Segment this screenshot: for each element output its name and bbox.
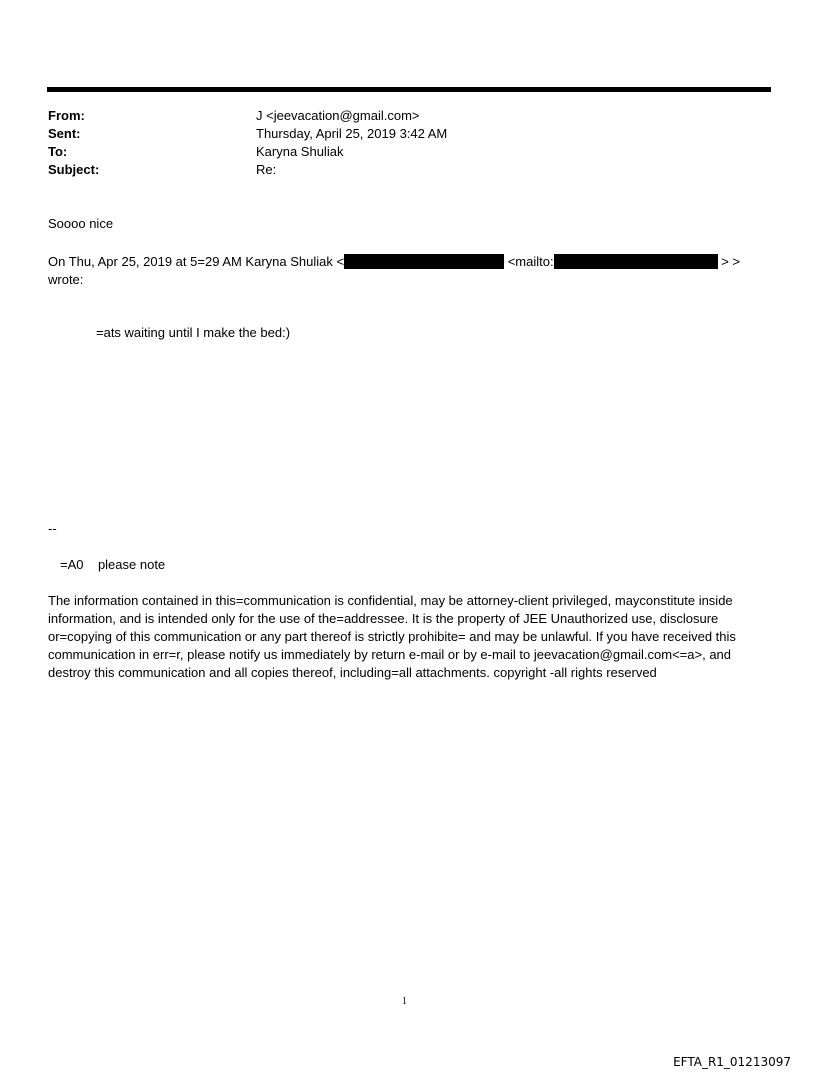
header-rule	[47, 87, 771, 92]
subject-label: Subject:	[48, 162, 100, 177]
from-label: From:	[48, 108, 85, 123]
redaction-box	[344, 254, 504, 269]
to-label: To:	[48, 144, 68, 159]
subject-value: Re:	[256, 162, 277, 177]
reply-text: Soooo nice	[48, 216, 114, 231]
from-value: J <jeevacation@gmail.com>	[256, 108, 420, 123]
quote-intro	[48, 253, 740, 271]
quoted-text: =ats waiting until I make the bed:)	[96, 325, 291, 340]
bates-number: EFTA_R1_01213097	[673, 1055, 791, 1069]
note-text: =A0 please note	[60, 557, 166, 572]
sent-value: Thursday, April 25, 2019 3:42 AM	[256, 126, 448, 141]
page-number: 1	[402, 996, 407, 1007]
disclaimer-paragraph: The information contained in this=communication is confidential, may be attorney-client privileged, mayconstitute inside information, and is intended only for the use of the=addressee. It is the property of JEE Unauthorized use, disclosure or=copying of this communication or any part thereof is strictly prohibite= and may be unlawful. If you have received this communication in err=r, please notify us immediately by return e-mail or by e-mail to jeevacation@gmail.com<=a>, and destroy this communication and all copies thereof, including=all attachments. copyright -all rights reserved	[48, 593, 736, 680]
redaction-box	[554, 254, 718, 269]
quote-intro-start: On Thu, Apr 25, 2019 at 5=29 AM Karyna Shuliak <	[48, 254, 345, 269]
quote-mailto: <mailto:	[507, 254, 554, 269]
quote-close: > >	[721, 254, 741, 269]
signature-separator: --	[48, 521, 57, 536]
quote-wrote: wrote:	[48, 272, 84, 287]
to-value: Karyna Shuliak	[256, 144, 344, 159]
sent-label: Sent:	[48, 126, 81, 141]
